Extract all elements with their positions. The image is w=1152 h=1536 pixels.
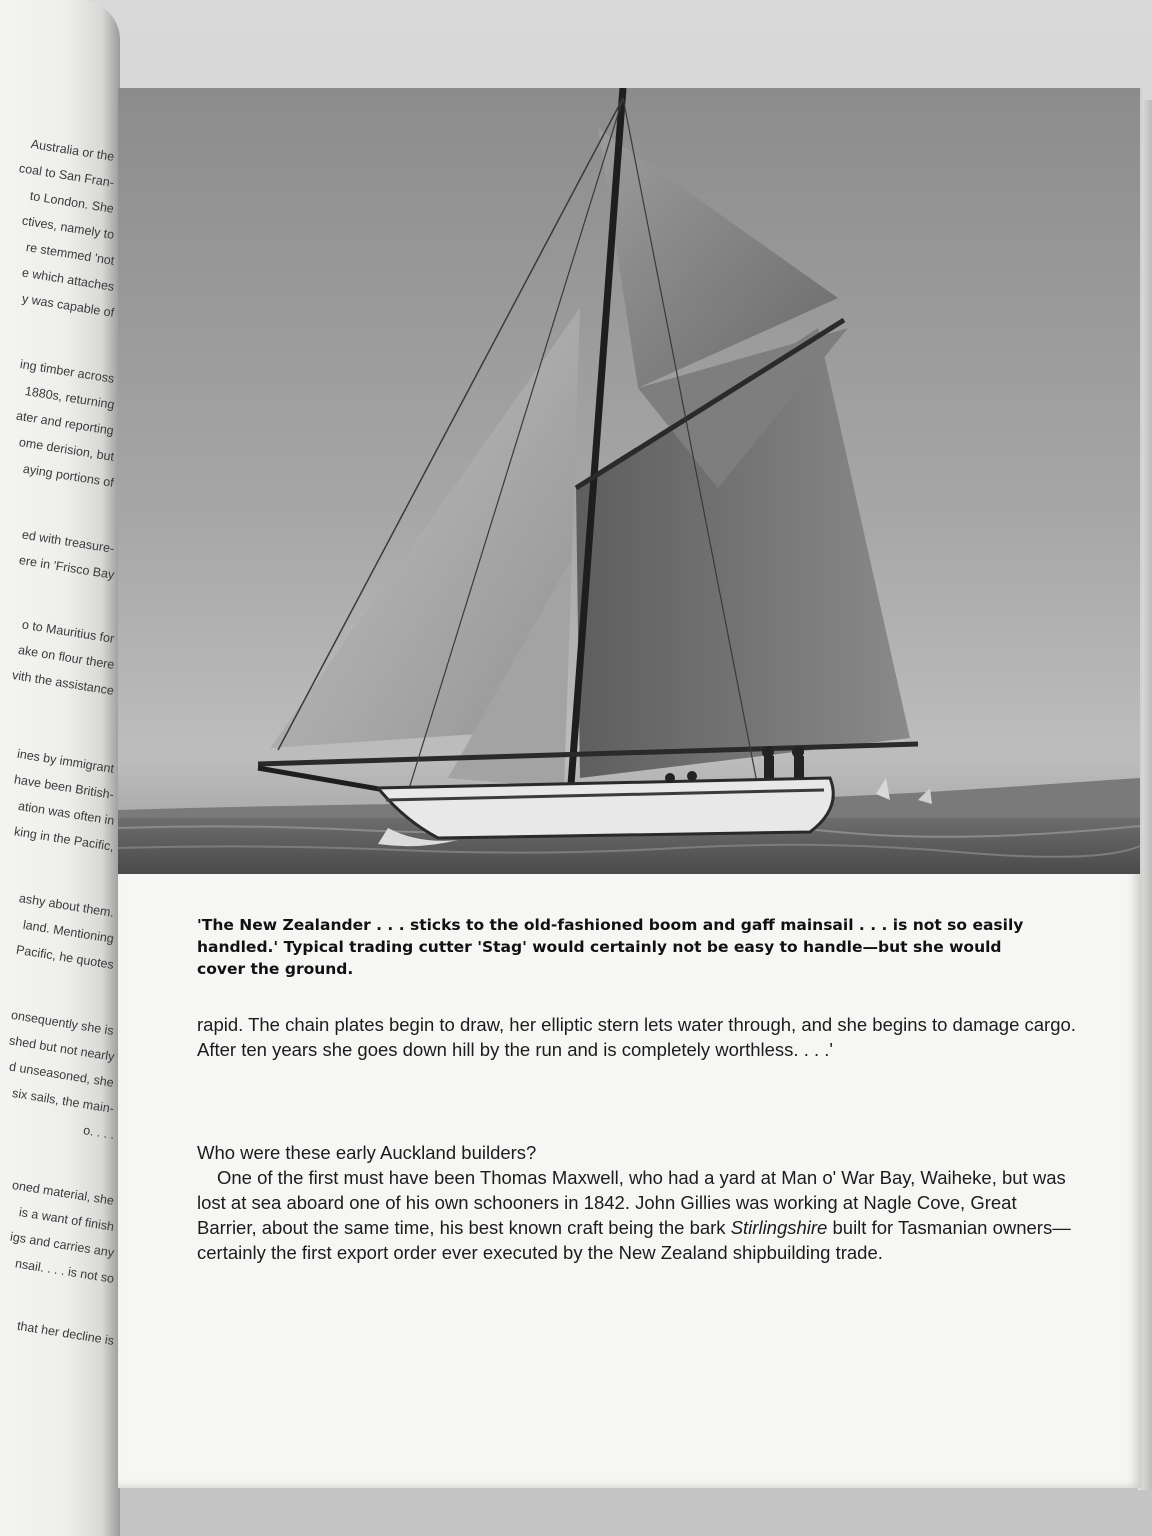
left-page-text-fragment: Australia or the — [29, 136, 116, 164]
left-page-text-fragment: re stemmed 'not — [24, 240, 116, 268]
left-page-text-fragment: ctives, namely to — [20, 213, 116, 242]
body-paragraph-2 — [197, 1165, 1077, 1265]
left-page-text-fragment: e which attaches — [20, 265, 116, 294]
left-page-text-fragment: ed with treasure- — [20, 527, 116, 556]
left-page-text-fragment: is a want of finish — [18, 1205, 116, 1234]
left-page-text-fragment: ome derision, but — [18, 435, 116, 464]
left-page-text-fragment: king in the Pacific, — [13, 824, 116, 854]
left-page-text-fragment: that her decline is — [16, 1318, 116, 1348]
left-page-text-fragment: have been British- — [13, 772, 116, 802]
left-page-text-fragment: y was capable of — [20, 291, 116, 320]
left-page-text-fragment: aying portions of — [22, 461, 116, 490]
section-question: Who were these early Auckland builders? — [197, 1142, 537, 1163]
left-page-text-fragment: coal to San Fran- — [18, 161, 116, 190]
left-page-text-fragment: ere in 'Frisco Bay — [17, 553, 116, 582]
paragraph-2-text-a: One of the first must have been Thomas Maxwell, who had a yard at Man o' War Bay, Waiheke, but was lost at sea aboard one of his own schooners in 1842. John Gillies was working at Nagle Cove, Great Barrier, about the same time, his best known craft being the bark — [197, 1167, 1066, 1238]
right-page — [118, 88, 1142, 1488]
trading-cutter-photo — [118, 88, 1140, 874]
left-page-text-fragment: ines by immigrant — [16, 746, 116, 776]
left-page-text-fragment: 1880s, returning — [23, 383, 116, 412]
left-page-text-fragment: d unseasoned, she — [8, 1059, 116, 1090]
left-page-text-fragment: vith the assistance — [11, 667, 116, 698]
paragraph-2-text-b: built for Tasmanian owners—certainly the first export order ever executed by the New Zealand shipbuilding trade. — [197, 1217, 1071, 1263]
left-page-text-fragment: shed but not nearly — [7, 1033, 116, 1064]
left-page-text-fragment: ing timber across — [18, 357, 116, 386]
left-page-text-fragment: land. Mentioning — [22, 917, 116, 946]
photo-caption: 'The New Zealander . . . sticks to the old-fashioned boom and gaff mainsail . . . is not so easily handled.' Typical trading cutter 'Stag' would certainly not be easy to handle—but she would cover the ground. — [197, 916, 1024, 978]
left-page-text-fragment: Pacific, he quotes — [15, 942, 116, 972]
left-page — [0, 0, 120, 1536]
left-page-text-fragment: o to Mauritius for — [20, 617, 116, 646]
left-page-text-fragment: onsequently she is — [10, 1007, 116, 1038]
body-paragraph-1: rapid. The chain plates begin to draw, her elliptic stern lets water through, and she begins to damage cargo. After ten years she goes down hill by the run and is completely worthless. . . .' — [197, 1014, 1076, 1060]
left-page-text-fragment: six sails, the main- — [11, 1086, 116, 1116]
left-page-text-fragment: ation was often in — [16, 798, 116, 828]
left-page-text-fragment: igs and carries any — [9, 1229, 116, 1260]
left-page-text-fragment: ashy about them. — [18, 891, 116, 920]
left-page-text-fragment: o. . . . — [82, 1123, 116, 1142]
left-page-text-fragment: to London. She — [29, 188, 116, 216]
left-page-text-fragment: oned material, she — [11, 1177, 116, 1208]
left-page-text-fragment: ake on flour there — [16, 642, 116, 672]
left-page-text-fragment: nsail. . . . is not so — [14, 1256, 116, 1286]
left-page-text-fragment: ater and reporting — [15, 408, 116, 438]
ship-name-italic: Stirlingshire — [730, 1217, 828, 1238]
